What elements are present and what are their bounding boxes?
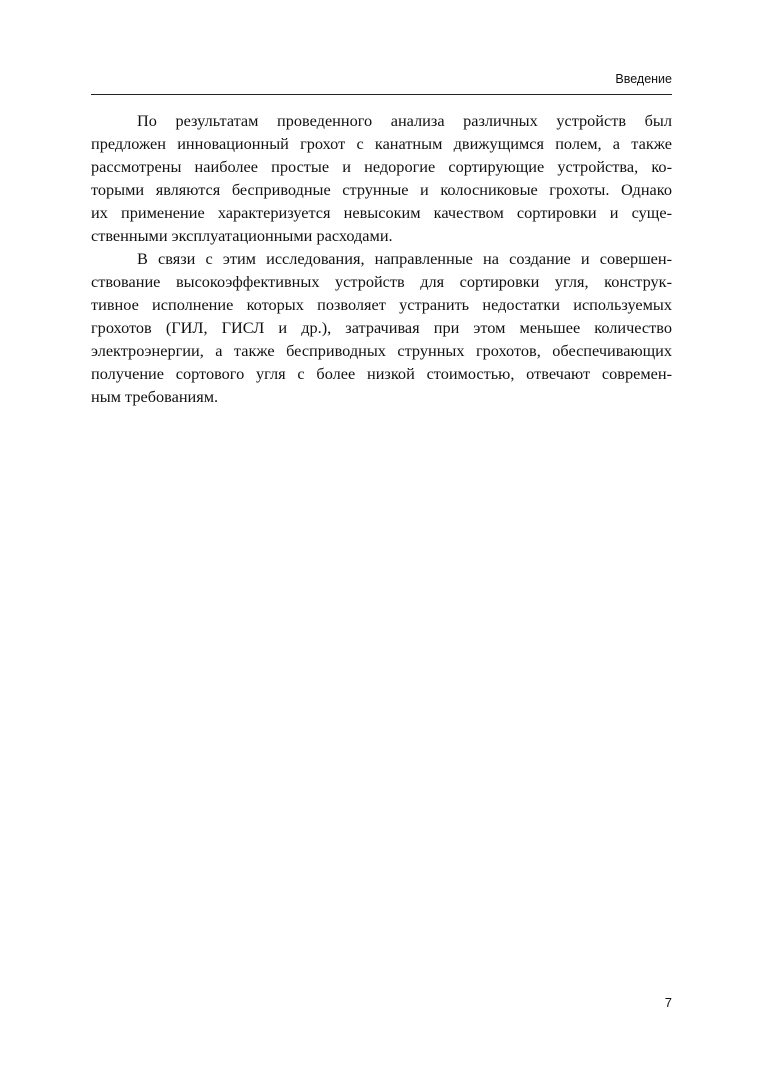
text-line: торыми являются бесприводные струнные и колосниковые грохоты. Однако [91,180,672,199]
paragraph-1 [91,109,672,247]
text-line: В связи с этим исследования, направленные на создание и совершен- [137,249,672,268]
text-line: ственными эксплуатационными расходами. [91,226,393,245]
page-number: 7 [664,995,672,1010]
text-line: предложен инновационный грохот с канатным движущимся полем, а также [91,134,672,153]
text-line: тивное исполнение которых позволяет устранить недостатки используемых [91,295,672,314]
text-line: получение сортового угля с более низкой стоимостью, отвечают современ- [91,364,672,383]
paragraph-2 [91,247,672,408]
running-header-title: Введение [615,72,672,86]
body-text [91,109,672,408]
text-line: ным требованиям. [91,387,219,406]
text-line: электроэнергии, а также бесприводных струнных грохотов, обеспечивающих [91,341,672,360]
text-line: ствование высокоэффективных устройств для сортировки угля, конструк- [91,272,672,291]
text-line: грохотов (ГИЛ, ГИСЛ и др.), затрачивая при этом меньшее количество [91,318,672,337]
text-line: По результатам проведенного анализа различных устройств был [137,111,672,130]
text-line: их применение характеризуется невысоким качеством сортировки и суще- [91,203,672,222]
text-line: рассмотрены наиболее простые и недорогие сортирующие устройства, ко- [91,157,672,176]
running-header [91,70,672,95]
